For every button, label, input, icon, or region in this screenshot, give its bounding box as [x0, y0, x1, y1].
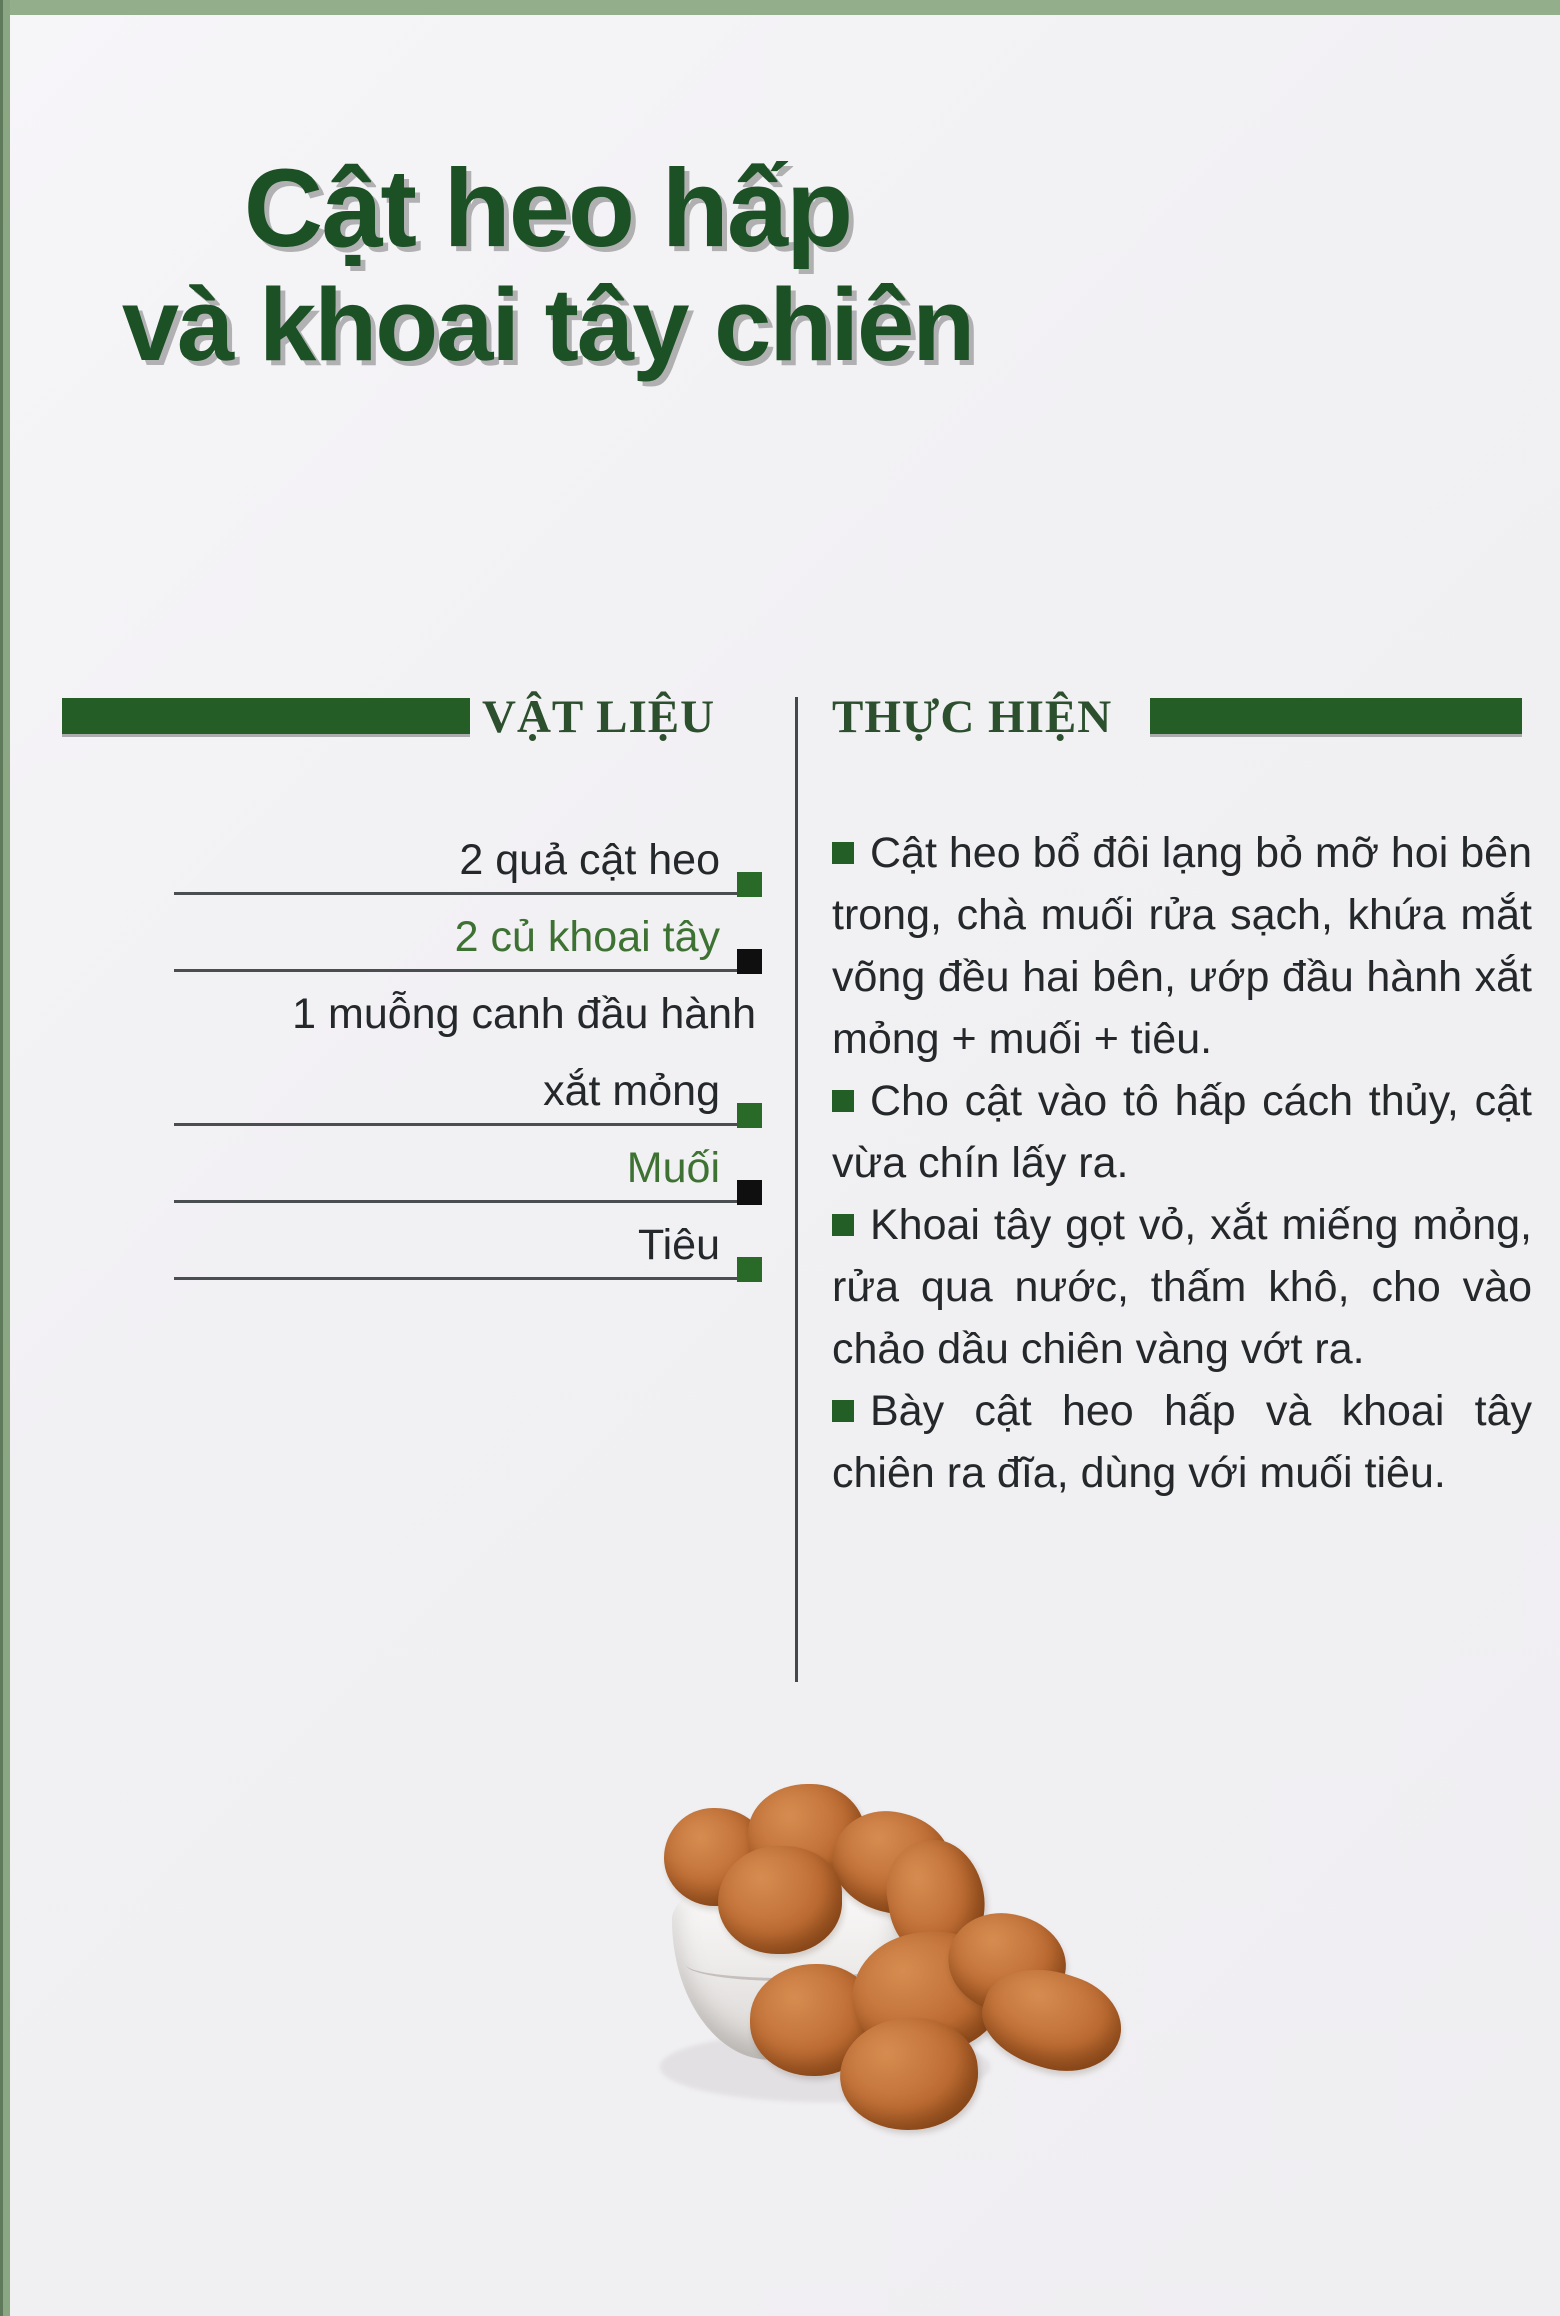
- ingredient-marker-square-icon: [737, 1257, 762, 1282]
- ingredient-row: [112, 972, 762, 1049]
- ingredient-row: [112, 818, 762, 895]
- instruction-text: Cho cật vào tô hấp cách thủy, cật vừa chín lấy ra.: [832, 1077, 1532, 1187]
- ingredients-header: VẬT LIỆU: [482, 691, 716, 743]
- bullet-square-icon: [832, 1400, 854, 1422]
- ingredient-marker-square-icon: [737, 949, 762, 974]
- recipe-title-line2: và khoai tây chiên: [121, 266, 974, 382]
- instructions-header: THỰC HIỆN: [832, 691, 1113, 743]
- ingredient-text: Muối: [626, 1144, 720, 1192]
- ingredient-row: [112, 1203, 762, 1280]
- bullet-square-icon: [832, 1214, 854, 1236]
- bullet-square-icon: [832, 842, 854, 864]
- instructions-list: [832, 822, 1532, 1504]
- ingredient-row: [112, 1126, 762, 1203]
- ingredient-underline: [174, 1277, 760, 1280]
- column-divider: [795, 697, 798, 1682]
- ingredient-text: Tiêu: [637, 1221, 720, 1269]
- page-trim-top: [0, 0, 1560, 15]
- recipe-title-line1: Cật heo hấp: [243, 147, 852, 270]
- instruction-step: [832, 1194, 1532, 1380]
- ingredient-marker-square-icon: [737, 1103, 762, 1128]
- ingredients-list: [112, 818, 762, 1280]
- instruction-text: Khoai tây gọt vỏ, xắt miếng mỏng, rửa qua nước, thấm khô, cho vào chảo dầu chiên vàng vớt ra.: [832, 1201, 1532, 1373]
- recipe-title: [0, 147, 1095, 382]
- ingredient-text: xắt mỏng: [543, 1067, 720, 1115]
- fried-potatoes-photo: [600, 1782, 1040, 2122]
- ingredient-text: 2 củ khoai tây: [454, 913, 720, 961]
- instruction-step: [832, 1380, 1532, 1504]
- ingredient-text: 1 muỗng canh đầu hành: [292, 990, 756, 1038]
- instructions-header-bar: [1150, 698, 1522, 734]
- instruction-step: [832, 822, 1532, 1070]
- ingredient-row: [112, 1049, 762, 1126]
- instruction-text: Bày cật heo hấp và khoai tây chiên ra đĩa, dùng với muối tiêu.: [832, 1387, 1532, 1497]
- instruction-text: Cật heo bổ đôi lạng bỏ mỡ hoi bên trong, chà muối rửa sạch, khứa mắt võng đều hai bên, ướp đầu hành xắt mỏng + muối + tiêu.: [832, 829, 1532, 1063]
- ingredient-marker-square-icon: [737, 1180, 762, 1205]
- potato: [718, 1846, 842, 1954]
- instruction-step: [832, 1070, 1532, 1194]
- bullet-square-icon: [832, 1090, 854, 1112]
- ingredient-text: 2 quả cật heo: [459, 836, 720, 884]
- ingredient-row: [112, 895, 762, 972]
- ingredient-marker-square-icon: [737, 872, 762, 897]
- ingredients-header-bar: [62, 698, 470, 734]
